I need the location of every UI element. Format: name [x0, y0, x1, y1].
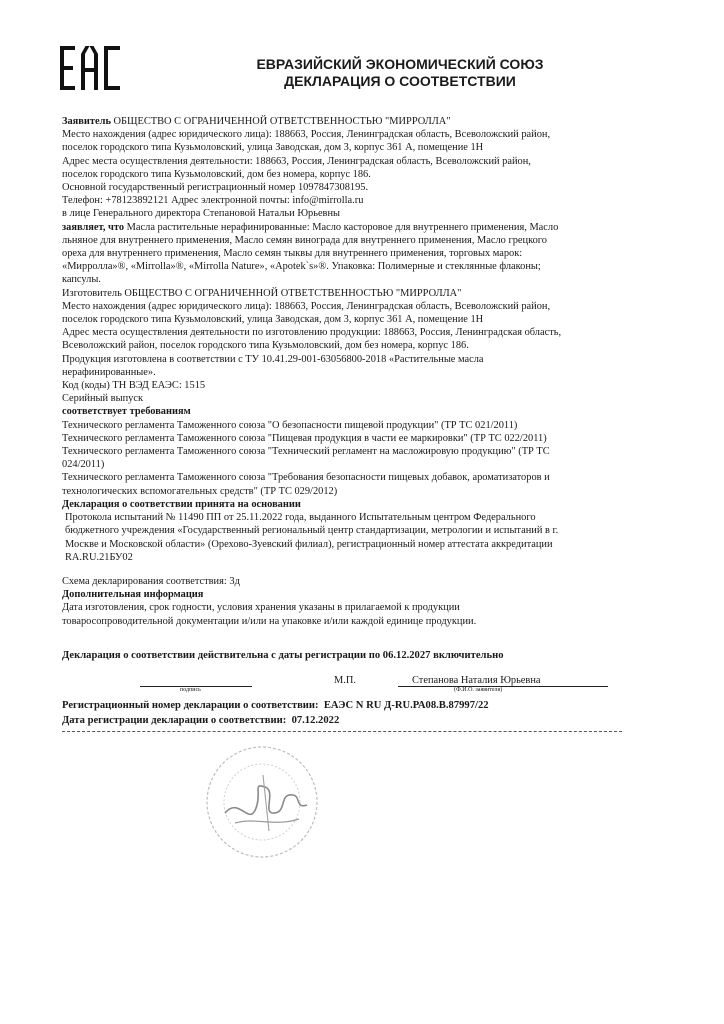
regulation-line: Технического регламента Таможенного союза "Технический регламент на масложировую продукцию" (ТР ТС [62, 446, 550, 458]
declares-line: ореха для внутреннего применения, Масло семян тыквы для внутреннего применения, торговых марок: [62, 248, 523, 260]
applicant-name: ОБЩЕСТВО С ОГРАНИЧЕННОЙ ОТВЕТСТВЕННОСТЬЮ "МИРРОЛЛА" [110, 116, 451, 127]
applicant-line: Телефон: +78123892121 Адрес электронной почты: info@mirrolla.ru [62, 195, 364, 207]
manufacturer-line: поселок городского типа Кузьмоловский, улица Заводская, дом 3, корпус 361 А, помещение 1Н [62, 314, 484, 326]
registration-date-row [62, 713, 489, 728]
registration-number-label: Регистрационный номер декларации о соответствии: [62, 700, 319, 711]
registration-date: 07.12.2022 [291, 715, 340, 726]
applicant-line: Адрес места осуществления деятельности: 188663, Россия, Ленинградская область, Всеволожский район, [62, 155, 531, 167]
manufacturer-line: Всеволожский район, поселок городского типа Кузьмоловский, дом без номера, корпус 186. [62, 340, 469, 352]
registration-number-row [62, 698, 489, 713]
eac-logo [60, 46, 122, 90]
basis-label: Декларация о соответствии принята на основании [62, 498, 301, 510]
basis-line: Протокола испытаний № 11490 ПП от 25.11.2022 года, выданного Испытательным центром Федерального [65, 512, 536, 524]
applicant-line: в лице Генерального директора Степановой Натальи Юрьевны [62, 208, 340, 220]
stamp-place-label: М.П. [334, 675, 356, 686]
applicant-name-line [62, 115, 662, 128]
registration-block [62, 698, 489, 728]
signature-stamp [195, 735, 330, 870]
manufacturer-line: Серийный выпуск [62, 393, 143, 405]
signature-caption: подпись [180, 687, 201, 693]
validity-statement: Декларация о соответствии действительна с даты регистрации по 06.12.2027 включительно [62, 650, 504, 661]
applicant-label: Заявитель [62, 116, 111, 127]
signature-row [62, 673, 622, 697]
union-title: ЕВРАЗИЙСКИЙ ЭКОНОМИЧЕСКИЙ СОЮЗ [256, 56, 544, 72]
dashed-divider [62, 731, 622, 732]
applicant-line: Место нахождения (адрес юридического лица): 188663, Россия, Ленинградская область, Всеволожский район, [62, 129, 551, 141]
document-title: ДЕКЛАРАЦИЯ О СООТВЕТСТВИИ [284, 73, 516, 89]
regulation-line: Технического регламента Таможенного союза "Требования безопасности пищевых добавок, ароматизаторов и [62, 472, 550, 484]
declares-label: заявляет, что [62, 221, 125, 233]
declares-line: капсулы. [62, 274, 101, 286]
manufacturer-line: Место нахождения (адрес юридического лица): 188663, Россия, Ленинградская область, Всеволожский район, [62, 300, 551, 312]
additional-label: Дополнительная информация [62, 589, 204, 601]
manufacturer-line: Изготовитель ОБЩЕСТВО С ОГРАНИЧЕННОЙ ОТВЕТСТВЕННОСТЬЮ "МИРРОЛЛА" [62, 287, 462, 299]
signer-caption: (Ф.И.О. заявителя) [454, 687, 503, 693]
registration-number: ЕАЭС N RU Д-RU.РА08.В.87997/22 [323, 700, 489, 711]
scheme-line: Схема декларирования соответствия: 3д [62, 575, 240, 587]
additional-line: товаросопроводительной документации и/или на упаковке и/или каждой единице продукции. [62, 615, 477, 627]
regulation-line: 024/2011) [62, 459, 105, 471]
basis-line: RA.RU.21БУ02 [65, 551, 133, 563]
applicant-line: Основной государственный регистрационный номер 1097847308195. [62, 182, 369, 194]
regulation-line: технологических вспомогательных средств" (ТР ТС 029/2012) [62, 485, 338, 497]
declares-line: «Мирролла»®, «Mirrolla»®, «Mirrolla Nature», «Apotek`s»®. Упаковка: Полимерные и стеклянные флаконы; [62, 261, 541, 273]
manufacturer-line: Продукция изготовлена в соответствии с ТУ 10.41.29-001-63056800-2018 «Растительные масла [62, 353, 484, 365]
basis-line: Москве и Московской области» (Орехово-Зуевский филиал), регистрационный номер аттестата аккредитации [65, 538, 553, 550]
basis-line: бюджетного учреждения «Государственный региональный центр стандартизации, метрологии и испытаний в г. [65, 525, 559, 537]
declares-line: заявляет, что Масла растительные нерафинированные: Масло касторовое для внутреннего применения, Масло [62, 221, 559, 233]
declaration-body [62, 115, 662, 628]
signer-line [398, 686, 608, 687]
signature-stamp-icon [195, 735, 330, 870]
registration-date-label: Дата регистрации декларации о соответствии: [62, 715, 287, 726]
applicant-line: поселок городского типа Кузьмоловский, дом без номера, корпус 186. [62, 168, 371, 180]
manufacturer-line: Адрес места осуществления деятельности по изготовлению продукции: 188663, Россия, Ленинградская область, [62, 327, 562, 339]
manufacturer-line: Код (коды) ТН ВЭД ЕАЭС: 1515 [62, 380, 206, 392]
manufacturer-line: нерафинированные». [62, 366, 156, 378]
applicant-line: поселок городского типа Кузьмоловский, улица Заводская, дом 3, корпус 361 А, помещение 1Н [62, 142, 484, 154]
additional-line: Дата изготовления, срок годности, условия хранения указаны в прилагаемой к продукции [62, 602, 460, 614]
regulation-line: Технического регламента Таможенного союза "О безопасности пищевой продукции" (ТР ТС 021/2011) [62, 419, 518, 431]
declares-line: льняное для внутреннего применения, Масло семян винограда для внутреннего применения, Масло грецкого [62, 234, 548, 246]
compliance-label: соответствует требованиям [62, 406, 191, 418]
signer-name: Степанова Наталия Юрьевна [412, 675, 541, 686]
regulation-line: Технического регламента Таможенного союза "Пищевая продукция в части ее маркировки" (ТР ТС 022/2011) [62, 432, 547, 444]
eac-logo-icon [60, 46, 122, 90]
